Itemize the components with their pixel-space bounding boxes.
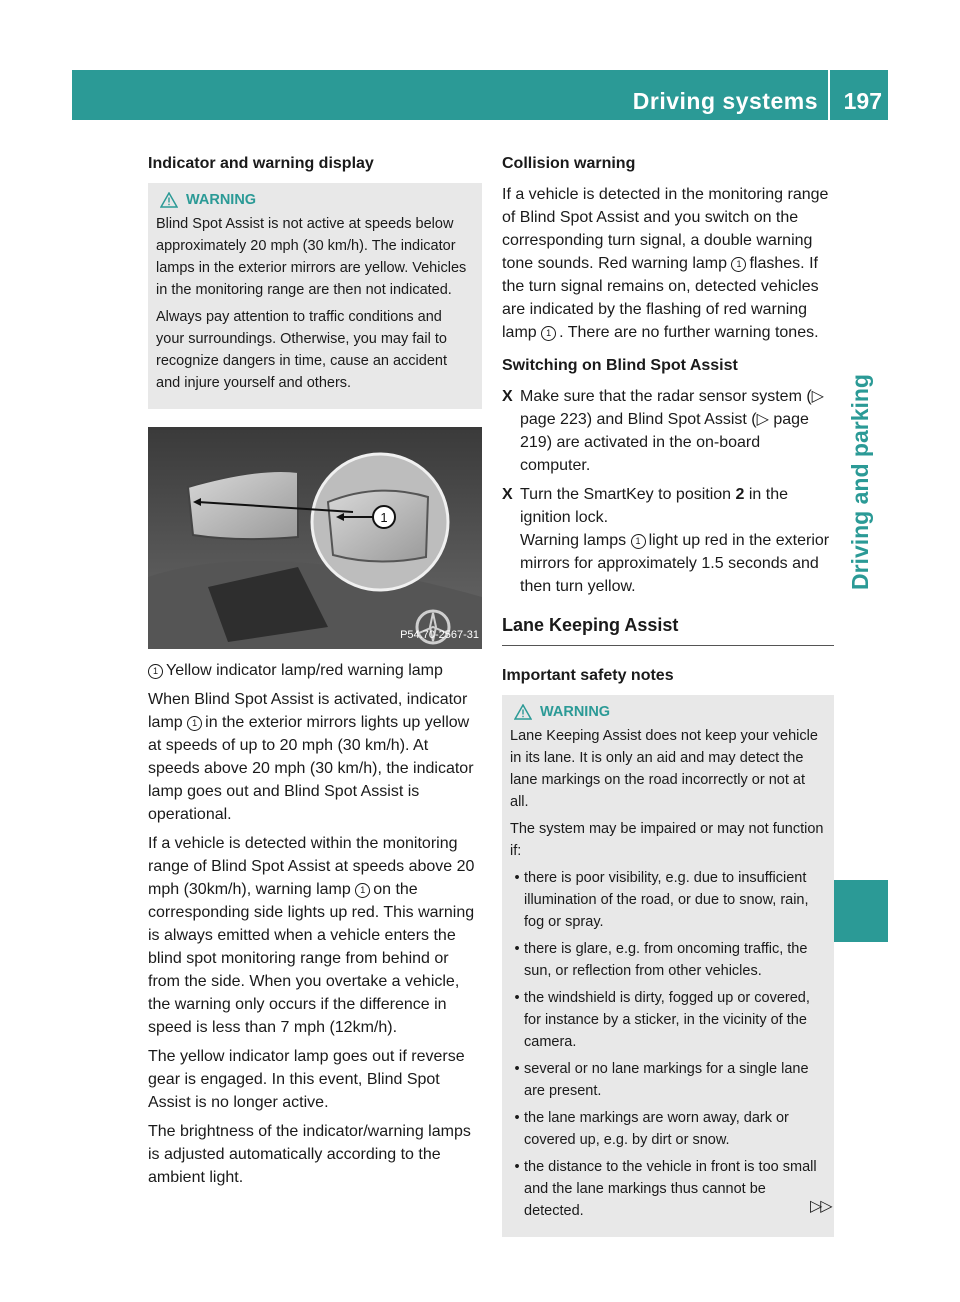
bullet-marker: • <box>514 1110 520 1126</box>
warning-title-text: WARNING <box>186 192 257 208</box>
warning-title <box>514 701 826 723</box>
mirror-illustration <box>148 427 482 649</box>
callout-marker: 1 <box>731 257 746 272</box>
header-divider <box>828 70 830 120</box>
body-paragraph <box>502 183 834 344</box>
mirror-photo <box>148 427 482 649</box>
bullet-text: there is glare, e.g. from oncoming traffic, the sun, or reflection from other vehicles. <box>524 941 808 979</box>
step-text <box>520 483 834 598</box>
text: If a vehicle is detected in the monitoring range of Blind Spot Assist and you switch on the corresponding turn signal, a double warning tone sounds. Red warning lamp <box>502 186 829 272</box>
photo-callout: 1 <box>380 510 388 525</box>
step-text: Make sure that the radar sensor system (▷ page 223) and Blind Spot Assist (▷ page 219) are activated in the on-board computer. <box>520 388 824 474</box>
text: on the corresponding side lights up red. This warning is always emitted when a vehicle enters the blind spot monitoring range from behind or from the side. When you overtake a vehicle, the warning only occurs if the difference in speed is less than 7 mph (12km/h). <box>148 881 475 1036</box>
chapter-heading: Lane Keeping Assist <box>502 614 834 646</box>
callout-marker: 1 <box>541 326 556 341</box>
left-column <box>148 152 482 1195</box>
bullet-text: the lane markings are worn away, dark or covered up, e.g. by dirt or snow. <box>524 1110 789 1148</box>
warning-text: Lane Keeping Assist does not keep your vehicle in its lane. It is only an aid and may detect the lane markings on the road incorrectly or not at all. <box>510 728 818 810</box>
bullet-marker: • <box>514 941 520 957</box>
side-tab-marker <box>834 880 888 942</box>
position-number: 2 <box>735 486 745 503</box>
bullet-item <box>510 1058 826 1102</box>
text: flashes. If the turn signal remains on, detected vehicles are indicated by the flashing of red warning lamp <box>502 255 819 341</box>
bullet-marker: • <box>514 1159 520 1175</box>
warning-box <box>502 695 834 1237</box>
text: . There are no further warning tones. <box>559 324 819 341</box>
warning-text: Always pay attention to traffic conditions and your surroundings. Otherwise, you may fail to recognize dangers in time, cause an accident and injure yourself and others. <box>156 309 447 391</box>
section-heading: Collision warning <box>502 155 636 172</box>
text: Warning lamps <box>520 532 627 549</box>
bullet-text: there is poor visibility, e.g. due to insufficient illumination of the road, or due to snow, rain, fog or spray. <box>524 870 809 930</box>
bullet-item <box>510 987 826 1053</box>
warning-triangle-icon <box>160 192 178 208</box>
body-paragraph: The brightness of the indicator/warning lamps is adjusted automatically according to the ambient light. <box>148 1123 471 1186</box>
text: in the exterior mirrors lights up yellow at speeds of up to 20 mph (30 km/h). At speeds above 20 mph (30 km/h), the indicator lamp goes out and Blind Spot Assist is operational. <box>148 714 474 823</box>
text: light up red in the exterior mirrors for approximately 1.5 seconds and then turn yellow. <box>520 532 830 595</box>
side-tab-label: Driving and parking <box>847 374 873 590</box>
body-paragraph <box>148 832 482 1039</box>
text: If a vehicle is detected within the monitoring range of Blind Spot Assist at speeds above 20 mph (30km/h), warning lamp <box>148 835 475 898</box>
bullet-marker: • <box>514 1061 520 1077</box>
callout-marker: 1 <box>631 534 646 549</box>
side-tab <box>834 120 888 890</box>
instruction-step <box>502 385 834 477</box>
callout-marker: 1 <box>187 716 202 731</box>
step-marker: X <box>502 388 513 405</box>
text: in the ignition lock. <box>520 486 789 526</box>
section-heading: Indicator and warning display <box>148 155 374 172</box>
bullet-marker: • <box>514 870 520 886</box>
warning-box <box>148 183 482 409</box>
bullet-item <box>510 1107 826 1151</box>
callout-marker: 1 <box>355 883 370 898</box>
bullet-item <box>510 867 826 933</box>
right-column <box>502 152 834 1237</box>
callout-marker: 1 <box>148 664 163 679</box>
bullet-marker: • <box>514 990 520 1006</box>
bullet-text: the windshield is dirty, fogged up or covered, for instance by a sticker, in the vicinity of the camera. <box>524 990 810 1050</box>
header-bar <box>72 70 888 120</box>
body-paragraph: The yellow indicator lamp goes out if reverse gear is engaged. In this event, Blind Spot Assist is no longer active. <box>148 1048 465 1111</box>
text: When Blind Spot Assist is activated, indicator lamp <box>148 691 468 731</box>
continue-arrows: ▷▷ <box>810 1198 831 1215</box>
bullet-text: several or no lane markings for a single lane are present. <box>524 1061 809 1099</box>
photo-code: P54.70-2567-31 <box>400 629 479 641</box>
bullet-item <box>510 938 826 982</box>
warning-text: Blind Spot Assist is not active at speeds below approximately 20 mph (30 km/h). The indicator lamps in the exterior mirrors are yellow. Vehicles in the monitoring range are then not indicated. <box>156 216 467 298</box>
bullet-text: the distance to the vehicle in front is too small and the lane markings thus cannot be detected. <box>524 1159 817 1219</box>
body-paragraph <box>148 688 482 826</box>
text: Turn the SmartKey to position <box>520 486 732 503</box>
header-title: Driving systems <box>632 88 818 114</box>
warning-text: The system may be impaired or may not function if: <box>510 821 824 859</box>
page-number: 197 <box>843 88 882 114</box>
bullet-item <box>510 1156 826 1222</box>
instruction-step <box>502 483 834 598</box>
warning-title <box>160 189 474 211</box>
figure-caption <box>148 659 482 682</box>
caption-text: Yellow indicator lamp/red warning lamp <box>166 662 443 679</box>
warning-title-text: WARNING <box>540 704 611 720</box>
section-heading: Switching on Blind Spot Assist <box>502 357 738 374</box>
warning-triangle-icon <box>514 704 532 720</box>
section-heading: Important safety notes <box>502 667 674 684</box>
step-marker: X <box>502 486 513 503</box>
